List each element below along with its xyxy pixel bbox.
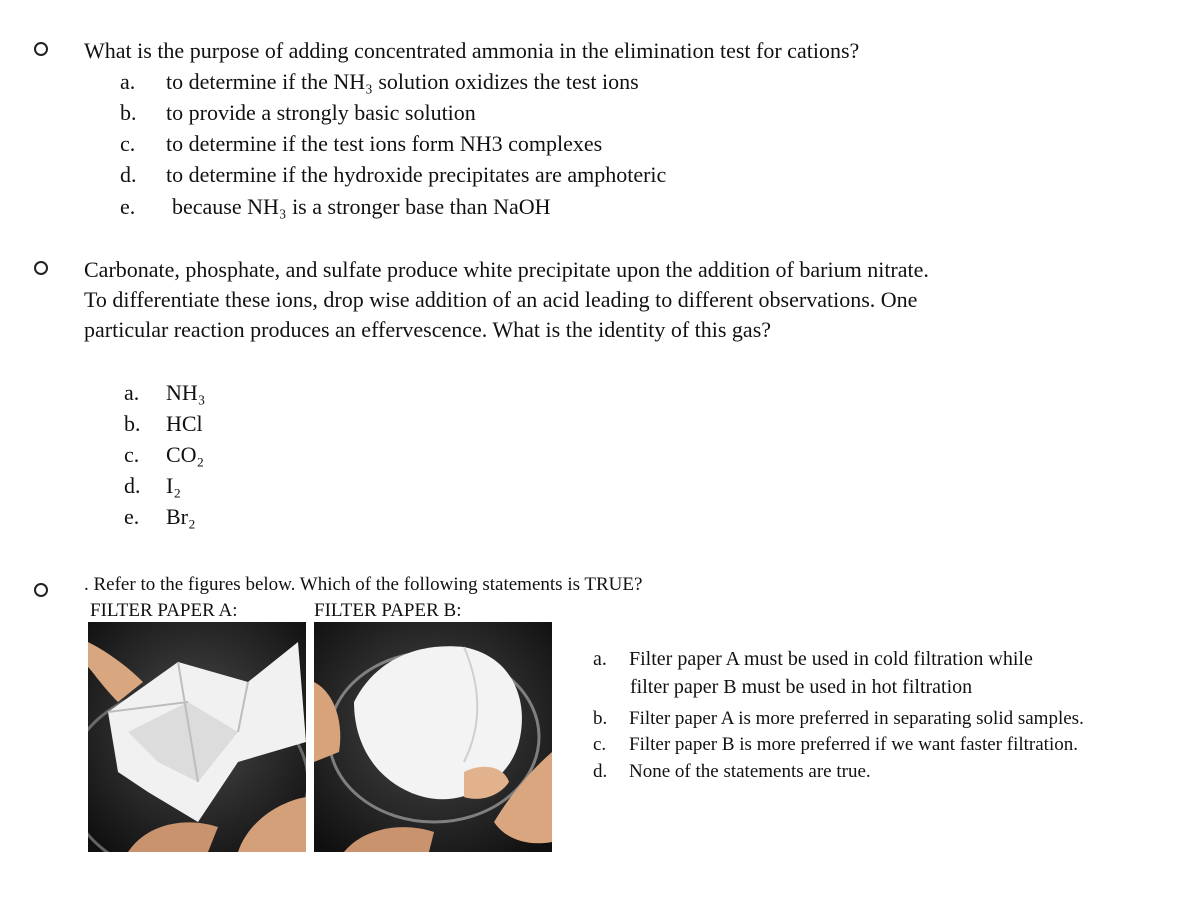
option-letter: b. (120, 100, 137, 125)
caption-filter-paper-a: FILTER PAPER A: (90, 600, 238, 621)
question-2-line-1: Carbonate, phosphate, and sulfate produce white precipitate upon the addition of barium nitrate. (84, 257, 929, 282)
option-text: to determine if the hydroxide precipitates are amphoteric (166, 162, 667, 187)
option-text: because NH₃ is a stronger base than NaOH (172, 194, 551, 219)
option-text: to determine if the test ions form NH3 complexes (166, 131, 603, 156)
radio-bullet-q2[interactable] (34, 261, 48, 275)
filter-paper-b-illustration (314, 622, 552, 852)
option-letter: e. (120, 194, 136, 219)
q1-option-a (120, 67, 639, 96)
question-3-text (84, 572, 642, 597)
q1-option-c (120, 129, 602, 158)
option-letter: b. (593, 708, 608, 729)
q2-option-e (124, 502, 196, 531)
question-2-line-2: To differentiate these ions, drop wise addition of an acid leading to different observations. One (84, 287, 918, 312)
option-letter: a. (120, 69, 136, 94)
filter-paper-a-illustration (88, 622, 306, 852)
filter-paper-a-photo (88, 622, 306, 852)
option-letter: a. (124, 380, 140, 405)
option-text: to determine if the NH₃ solution oxidizes the test ions (166, 69, 639, 94)
q2-option-d (124, 471, 181, 500)
q3-option-c (593, 732, 1078, 758)
option-letter: c. (593, 734, 607, 755)
filter-paper-b-photo (314, 622, 552, 852)
option-letter: b. (124, 411, 141, 436)
q3-option-a-line-2: filter paper B must be used in hot filtration (630, 676, 973, 698)
option-text: I₂ (166, 473, 181, 498)
option-letter: c. (120, 131, 136, 156)
option-letter: d. (593, 761, 608, 782)
option-text: HCl (166, 411, 203, 436)
q2-option-b (124, 409, 203, 438)
radio-bullet-q1[interactable] (34, 42, 48, 56)
option-text: Filter paper A must be used in cold filtration while (629, 648, 1033, 670)
radio-bullet-q3[interactable] (34, 583, 48, 597)
q2-option-c (124, 440, 204, 469)
q3-option-a (593, 645, 1033, 673)
option-text: Filter paper A is more preferred in separating solid samples. (629, 708, 1084, 729)
option-text: None of the statements are true. (629, 761, 871, 782)
q3-option-d (593, 759, 871, 785)
option-letter: e. (124, 504, 140, 529)
caption-filter-paper-b: FILTER PAPER B: (314, 600, 462, 621)
q1-option-d (120, 160, 666, 189)
question-3-body: Refer to the figures below. Which of the following statements is TRUE? (93, 574, 643, 595)
option-text: Br₂ (166, 504, 196, 529)
option-letter: d. (124, 473, 141, 498)
option-text: CO₂ (166, 442, 205, 467)
q2-option-a (124, 378, 205, 407)
q1-option-e (120, 192, 551, 221)
option-text: Filter paper B is more preferred if we want faster filtration. (629, 734, 1078, 755)
option-letter: a. (593, 648, 607, 670)
question-1-text: What is the purpose of adding concentrated ammonia in the elimination test for cations? (84, 38, 860, 63)
option-letter: d. (120, 162, 137, 187)
option-letter: c. (124, 442, 140, 467)
option-text: NH₃ (166, 380, 206, 405)
q1-option-b (120, 98, 476, 127)
option-text: to provide a strongly basic solution (166, 100, 476, 125)
question-3-dot: . (84, 574, 94, 595)
question-2-line-3: particular reaction produces an effervescence. What is the identity of this gas? (84, 317, 772, 342)
q3-option-b (593, 706, 1084, 732)
